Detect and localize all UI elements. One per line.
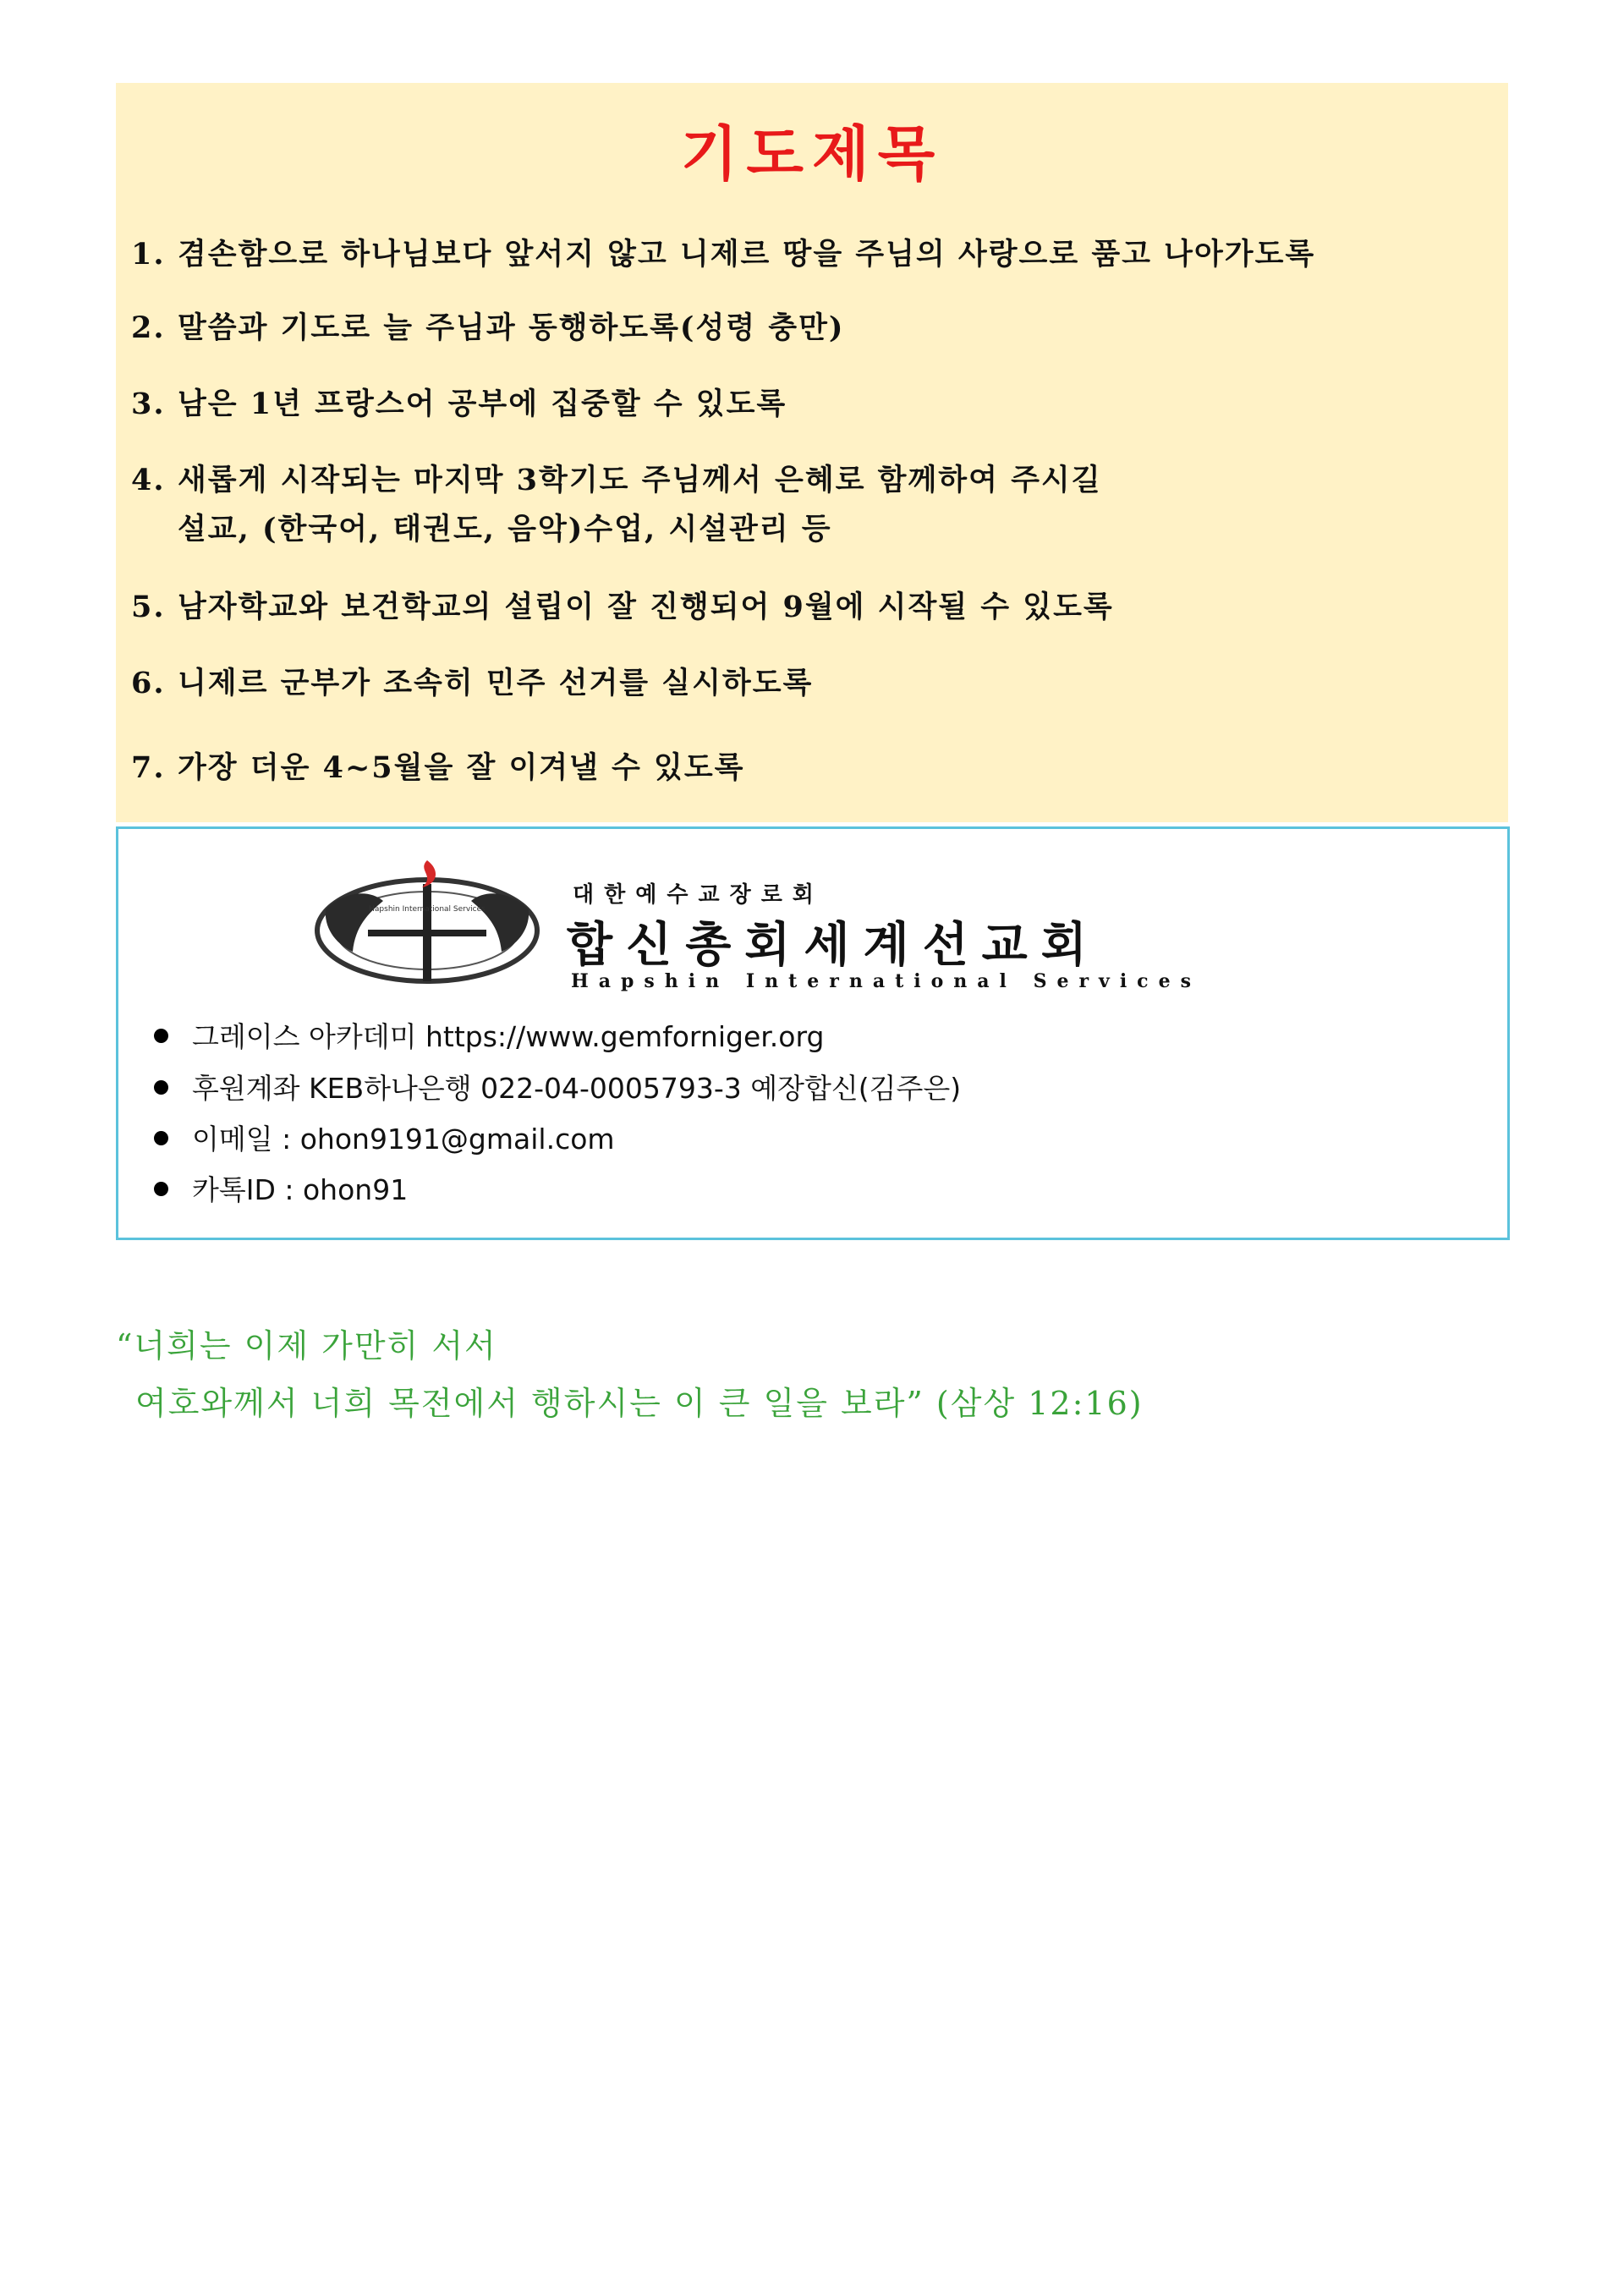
prayer-item-4-detail: 설교, (한국어, 태권도, 음악)수업, 시설관리 등 <box>178 512 832 546</box>
prayer-item-text: 니제르 군부가 조속히 민주 선거를 실시하도록 <box>178 666 814 700</box>
mission-logo <box>309 859 1434 992</box>
bible-verse-line-2: 여호와께서 너희 목전에서 행하시는 이 큰 일을 보라” (삼상 12:16) <box>135 1385 1144 1422</box>
prayer-item-6 <box>131 660 813 702</box>
account-text: 후원계좌 KEB하나은행 022-04-0005793-3 예장합신(김주은) <box>192 1072 962 1105</box>
prayer-item-4 <box>131 457 1102 499</box>
bullet-icon <box>154 1182 168 1196</box>
prayer-item-text: 가장 더운 4~5월을 잘 이겨낼 수 있도록 <box>178 750 745 785</box>
prayer-item-text: 말씀과 기도로 늘 주님과 동행하도록(성령 충만) <box>178 310 845 345</box>
email-text: 이메일 : ohon9191@gmail.com <box>192 1123 615 1156</box>
info-kakao <box>154 1168 408 1208</box>
bullet-icon <box>154 1080 168 1095</box>
prayer-item-number: 5. <box>131 590 166 624</box>
bullet-icon <box>154 1131 168 1145</box>
prayer-item-number: 7. <box>131 750 166 785</box>
logo-denomination-text: 대한예수교장로회 <box>573 882 824 908</box>
prayer-topics-box <box>116 83 1508 822</box>
prayer-item-number: 1. <box>131 237 166 272</box>
prayer-item-number: 3. <box>131 387 166 421</box>
prayer-item-text: 남자학교와 보건학교의 설립이 잘 진행되어 9월에 시작될 수 있도록 <box>178 590 1114 624</box>
kakao-text: 카톡ID : ohon91 <box>192 1173 409 1206</box>
info-email <box>154 1117 615 1157</box>
prayer-item-number: 6. <box>131 666 166 700</box>
prayer-item-text: 새롭게 시작되는 마지막 3학기도 주님께서 은혜로 함께하여 주시길 <box>178 463 1102 497</box>
logo-english-name: Hapshin International Services <box>571 970 1201 992</box>
contact-info-box <box>116 826 1510 1240</box>
prayer-item-7 <box>131 744 744 787</box>
logo-mission-name: 합신총회세계선교회 <box>567 917 1100 973</box>
prayer-title: 기도제목 <box>680 119 944 189</box>
prayer-item-2 <box>131 305 844 347</box>
prayer-item-text: 겸손함으로 하나님보다 앞서지 않고 니제르 땅을 주님의 사랑으로 품고 나아가도록 <box>178 237 1316 272</box>
prayer-item-3 <box>131 381 787 423</box>
prayer-item-text: 남은 1년 프랑스어 공부에 집중할 수 있도록 <box>178 387 787 421</box>
bible-verse-line-1: “너희는 이제 가만히 서서 <box>116 1327 497 1364</box>
svg-text:Hapshin International Services: Hapshin International Services <box>369 905 486 914</box>
prayer-item-5 <box>131 584 1114 626</box>
academy-text: 그레이스 아카데미 https://www.gemforniger.org <box>192 1020 825 1053</box>
prayer-item-number: 2. <box>131 310 166 345</box>
info-account <box>154 1067 961 1106</box>
bullet-icon <box>154 1029 168 1043</box>
prayer-item-1 <box>131 231 1315 273</box>
globe-cross-emblem-icon <box>309 859 554 986</box>
prayer-item-number: 4. <box>131 463 166 497</box>
info-academy <box>154 1015 824 1055</box>
